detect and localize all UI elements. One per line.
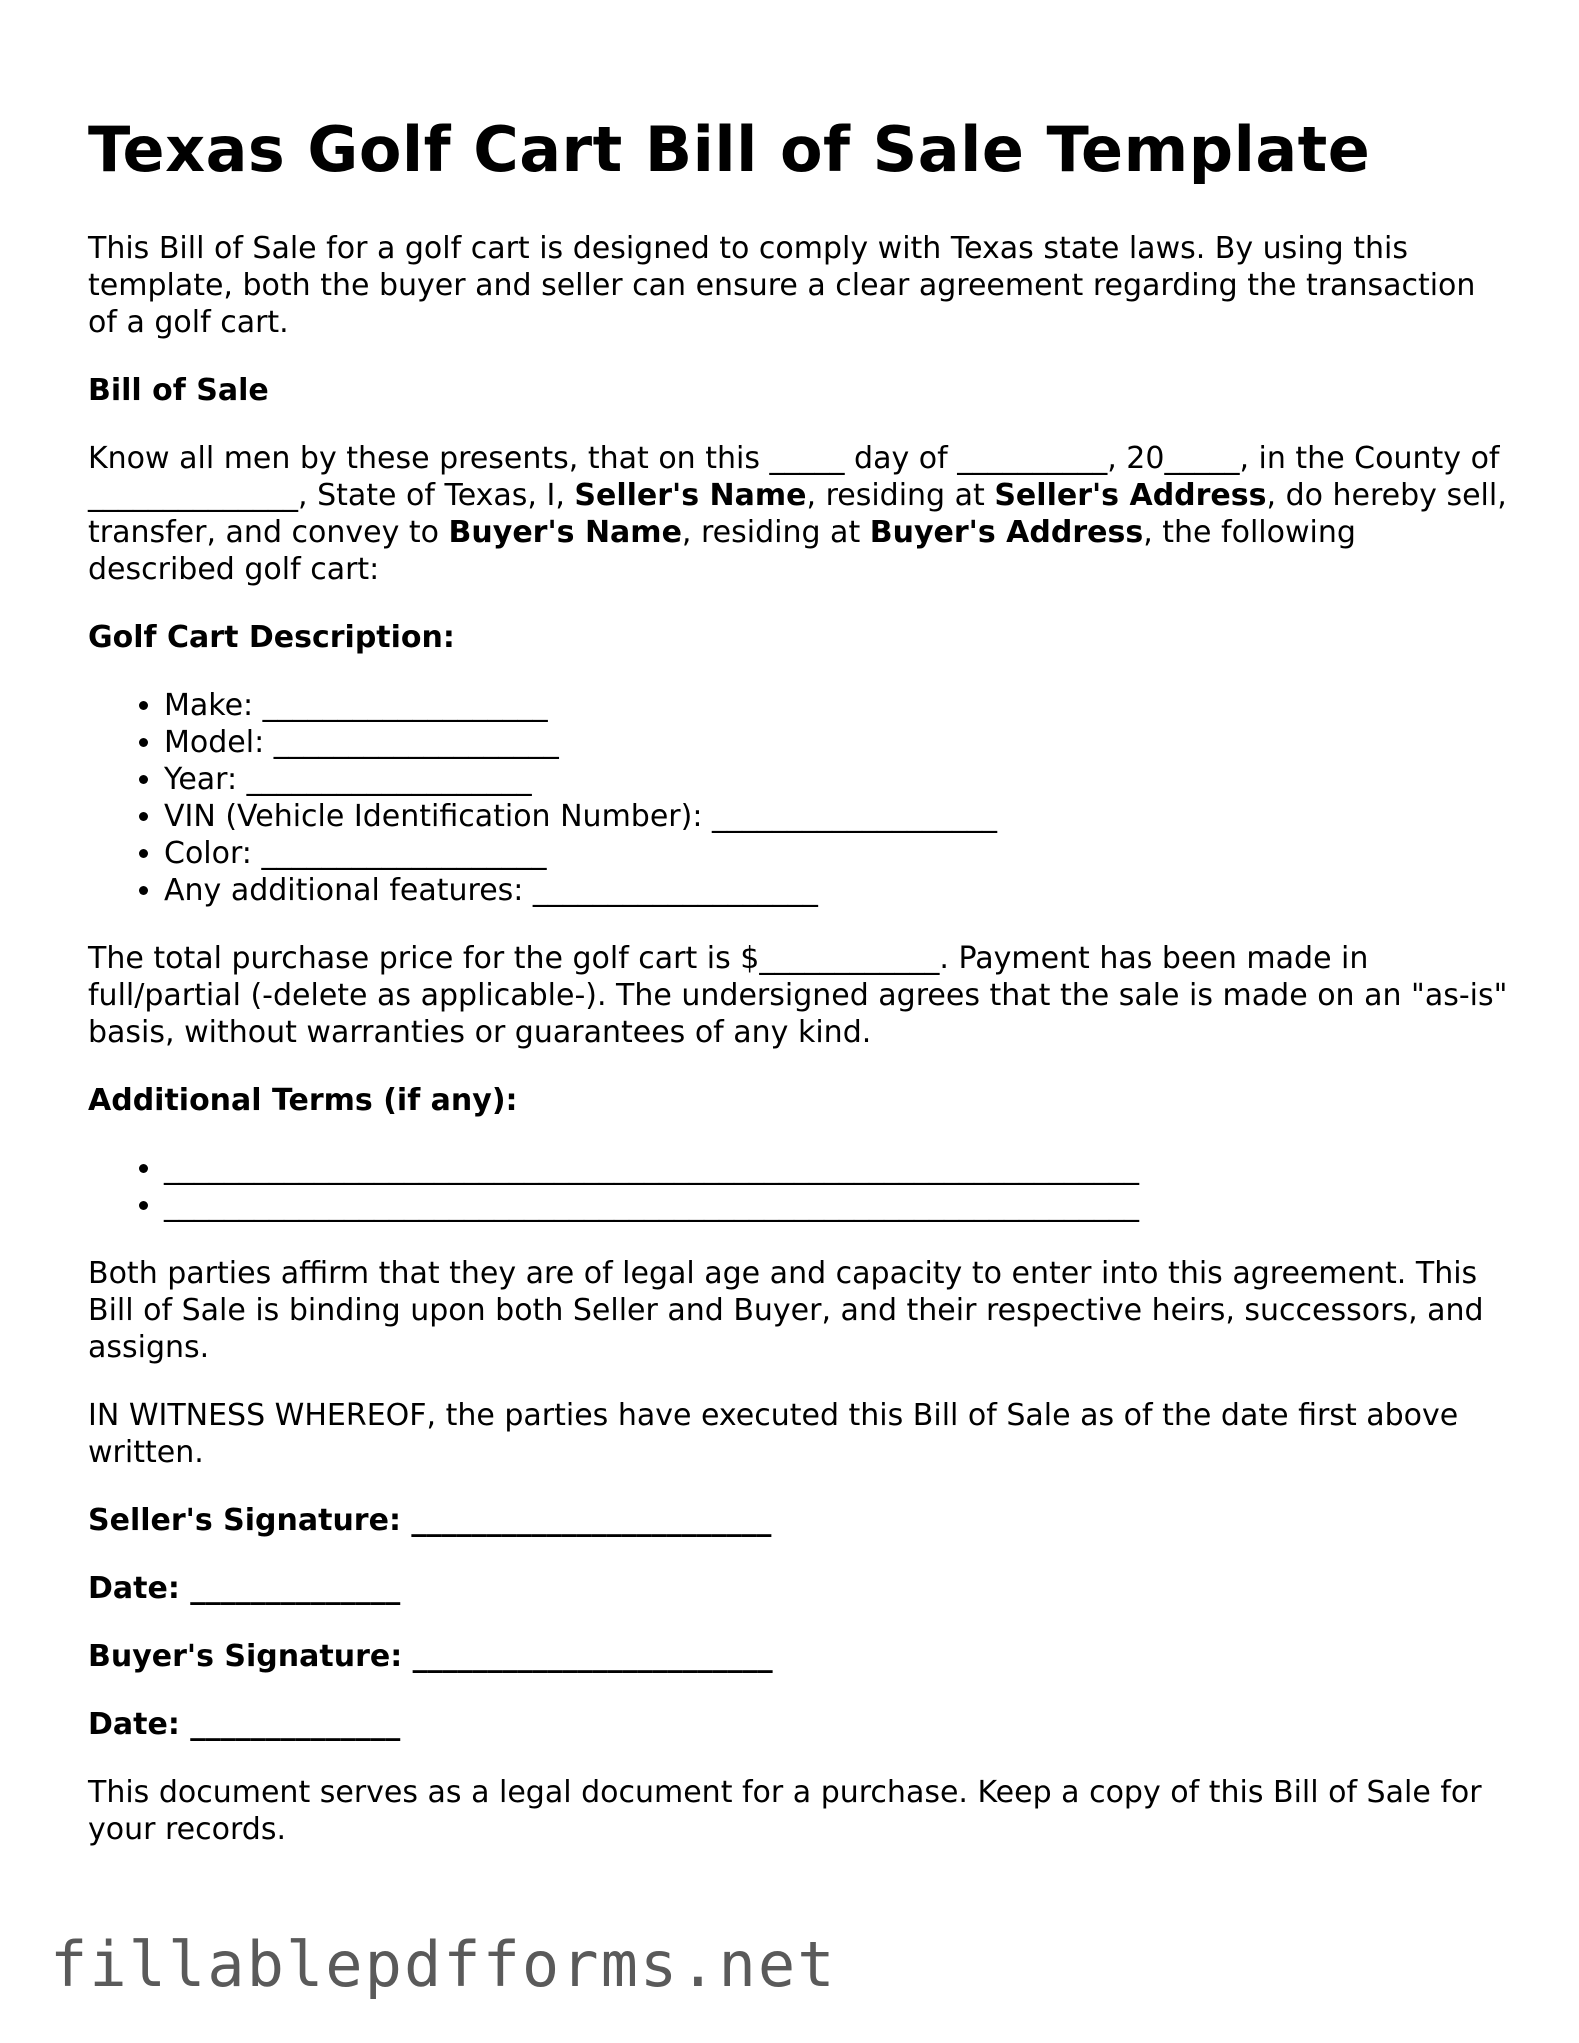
- buyer-date-line[interactable]: Date: ______________: [88, 1707, 401, 1742]
- know-all-paragraph: [88, 440, 1508, 588]
- page-title: Texas Golf Cart Bill of Sale Template: [88, 113, 1371, 186]
- description-heading: Golf Cart Description:: [88, 620, 455, 655]
- price-paragraph: The total purchase price for the golf cart is $____________. Payment has been made in full/partial (-delete as applicable-). The undersigned agrees that the sale is made on an "as-is" basis, without warranties or guarantees of any kind.: [88, 941, 1508, 1050]
- know-all-text-2: , residing at: [806, 478, 995, 513]
- description-item-model[interactable]: • Model: ___________________: [164, 724, 1508, 761]
- description-item-features[interactable]: • Any additional features: ___________________: [164, 872, 1508, 909]
- description-item-color[interactable]: • Color: ___________________: [164, 835, 1508, 872]
- seller-name-label: Seller's Name: [574, 478, 807, 513]
- intro-paragraph: This Bill of Sale for a golf cart is designed to comply with Texas state laws. By using this template, both the buyer and seller can ensure a clear agreement regarding the transaction of a golf cart.: [88, 231, 1476, 340]
- description-item-year[interactable]: • Year: ___________________: [164, 761, 1508, 798]
- buyer-address-label: Buyer's Address: [869, 515, 1144, 550]
- description-item-vin[interactable]: • VIN (Vehicle Identification Number): ___________________: [164, 798, 1508, 835]
- know-all-text-4: , residing at: [681, 515, 870, 550]
- terms-item-2[interactable]: • _________________________________________________________________: [164, 1187, 1508, 1224]
- buyer-name-label: Buyer's Name: [448, 515, 682, 550]
- document-page: [88, 0, 1508, 1848]
- bill-of-sale-heading: Bill of Sale: [88, 373, 269, 408]
- affirm-paragraph: Both parties affirm that they are of legal age and capacity to enter into this agreement. This Bill of Sale is binding upon both Seller and Buyer, and their respective heirs, successors, and assigns.: [88, 1256, 1484, 1365]
- closing-paragraph: This document serves as a legal document for a purchase. Keep a copy of this Bill of Sale for your records.: [88, 1775, 1482, 1847]
- description-list: [88, 687, 1508, 909]
- terms-list: [88, 1150, 1508, 1224]
- witness-paragraph: IN WITNESS WHEREOF, the parties have executed this Bill of Sale as of the date first above written.: [88, 1398, 1459, 1470]
- watermark: fillablepdfforms.net: [50, 1928, 837, 2001]
- seller-address-label: Seller's Address: [994, 478, 1267, 513]
- seller-signature-line[interactable]: Seller's Signature: ________________________: [88, 1503, 772, 1538]
- description-item-make[interactable]: • Make: ___________________: [164, 687, 1508, 724]
- know-all-text-5: , the following described golf cart:: [88, 515, 1356, 587]
- know-all-text-3: , do hereby sell, transfer, and convey to: [88, 478, 1507, 550]
- additional-terms-heading: Additional Terms (if any):: [88, 1083, 518, 1118]
- terms-item-1[interactable]: • _________________________________________________________________: [164, 1150, 1508, 1187]
- know-all-text-1: Know all men by these presents, that on this _____ day of __________, 20_____, in the County of ______________, State of Texas, I,: [88, 441, 1500, 513]
- seller-date-line[interactable]: Date: ______________: [88, 1571, 401, 1606]
- buyer-signature-line[interactable]: Buyer's Signature: ________________________: [88, 1639, 773, 1674]
